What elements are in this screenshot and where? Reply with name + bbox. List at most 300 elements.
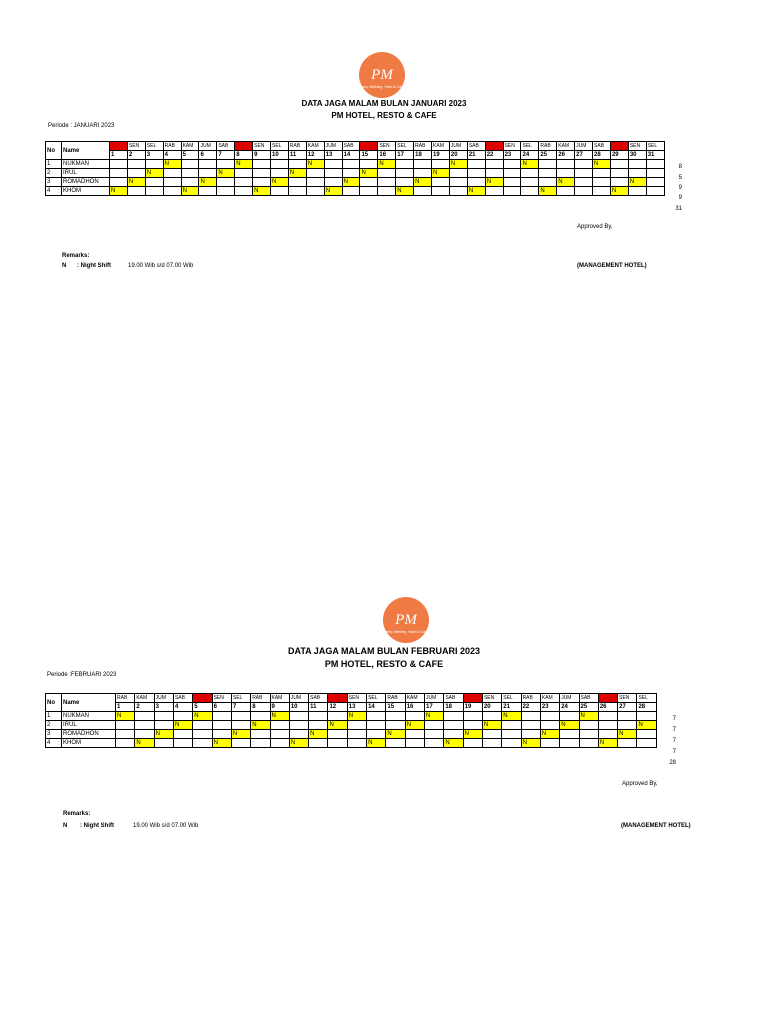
empty-cell xyxy=(467,160,485,169)
night-shift-cell: N xyxy=(212,739,231,748)
empty-cell xyxy=(593,169,611,178)
empty-cell xyxy=(444,721,463,730)
date-cell: 26 xyxy=(598,703,617,712)
night-shift-cell: N xyxy=(253,187,271,196)
date-cell: 25 xyxy=(579,703,598,712)
empty-cell xyxy=(432,160,450,169)
empty-cell xyxy=(271,187,289,196)
date-cell: 26 xyxy=(557,151,575,160)
row-total: 9 xyxy=(678,185,682,191)
staff-name: IRUL xyxy=(62,169,110,178)
empty-cell xyxy=(270,721,289,730)
night-shift-cell: N xyxy=(271,178,289,187)
day-name-cell: KAM xyxy=(405,694,424,703)
hotel-logo-icon: PM Party, Meeting, Hotel & Cafe xyxy=(359,52,405,98)
empty-cell xyxy=(306,178,324,187)
date-cell: 16 xyxy=(378,151,396,160)
night-shift-cell: N xyxy=(405,721,424,730)
empty-cell xyxy=(231,721,250,730)
empty-cell xyxy=(646,169,664,178)
empty-cell xyxy=(444,712,463,721)
date-cell: 12 xyxy=(328,703,347,712)
date-cell: 1 xyxy=(116,703,135,712)
night-shift-cell: N xyxy=(539,187,557,196)
empty-cell xyxy=(540,721,559,730)
empty-cell xyxy=(173,730,192,739)
day-name-cell: SEL xyxy=(637,694,657,703)
date-cell: 11 xyxy=(309,703,328,712)
empty-cell xyxy=(637,712,657,721)
date-cell: 25 xyxy=(539,151,557,160)
date-cell: 13 xyxy=(324,151,342,160)
empty-cell xyxy=(557,187,575,196)
day-name-cell: RAB xyxy=(288,142,306,151)
day-name-cell: SAB xyxy=(444,694,463,703)
night-shift-cell: N xyxy=(181,187,199,196)
empty-cell xyxy=(593,187,611,196)
empty-cell xyxy=(482,730,501,739)
empty-cell xyxy=(579,739,598,748)
night-shift-cell: N xyxy=(251,721,270,730)
empty-cell xyxy=(127,169,145,178)
staff-no: 4 xyxy=(46,187,62,196)
empty-cell xyxy=(288,160,306,169)
date-cell: 5 xyxy=(181,151,199,160)
night-shift-table xyxy=(45,693,657,748)
date-cell: 28 xyxy=(593,151,611,160)
date-cell: 9 xyxy=(270,703,289,712)
empty-cell xyxy=(270,730,289,739)
day-name-cell: SEL xyxy=(231,694,250,703)
table-row xyxy=(46,187,665,196)
empty-cell xyxy=(610,178,628,187)
remarks-label: Remarks: xyxy=(63,811,91,817)
staff-no: 1 xyxy=(46,160,62,169)
night-shift-cell: N xyxy=(637,721,657,730)
night-shift-cell: N xyxy=(127,178,145,187)
date-cell: 10 xyxy=(271,151,289,160)
empty-cell xyxy=(540,712,559,721)
empty-cell xyxy=(467,178,485,187)
empty-cell xyxy=(145,160,163,169)
empty-cell xyxy=(199,187,217,196)
empty-cell xyxy=(181,178,199,187)
empty-cell xyxy=(482,712,501,721)
day-name-cell: SEL xyxy=(521,142,539,151)
empty-cell xyxy=(503,160,521,169)
empty-cell xyxy=(288,187,306,196)
night-shift-cell: N xyxy=(173,721,192,730)
night-shift-cell: N xyxy=(306,160,324,169)
day-name-cell: JUM xyxy=(289,694,308,703)
night-shift-cell: N xyxy=(618,730,637,739)
night-shift-cell: N xyxy=(386,730,405,739)
date-cell: 29 xyxy=(610,151,628,160)
table-row xyxy=(46,721,657,730)
empty-cell xyxy=(324,160,342,169)
empty-cell xyxy=(154,721,173,730)
empty-cell xyxy=(467,169,485,178)
date-cell: 4 xyxy=(173,703,192,712)
management-signature: (MANAGEMENT HOTEL) xyxy=(577,263,647,269)
day-name-cell: JUM xyxy=(425,694,444,703)
empty-cell xyxy=(593,178,611,187)
night-shift-cell: N xyxy=(154,730,173,739)
staff-no: 3 xyxy=(46,178,62,187)
date-cell: 4 xyxy=(163,151,181,160)
empty-cell xyxy=(539,160,557,169)
empty-cell xyxy=(181,160,199,169)
day-name-row xyxy=(46,694,657,703)
empty-cell xyxy=(110,169,128,178)
night-shift-cell: N xyxy=(342,178,360,187)
empty-cell xyxy=(521,721,540,730)
empty-cell xyxy=(598,721,617,730)
empty-cell xyxy=(463,712,482,721)
empty-cell xyxy=(135,730,154,739)
empty-cell xyxy=(425,730,444,739)
empty-cell xyxy=(575,169,593,178)
sheet-subtitle: PM HOTEL, RESTO & CAFE xyxy=(331,111,437,120)
empty-cell xyxy=(342,187,360,196)
date-cell: 24 xyxy=(521,151,539,160)
empty-cell xyxy=(116,739,135,748)
empty-cell xyxy=(342,169,360,178)
empty-cell xyxy=(235,169,253,178)
date-cell: 23 xyxy=(540,703,559,712)
night-shift-cell: N xyxy=(135,739,154,748)
empty-cell xyxy=(306,169,324,178)
period-label: Periode : JANUARI 2023 xyxy=(48,123,115,129)
empty-cell xyxy=(485,160,503,169)
empty-cell xyxy=(116,730,135,739)
date-cell: 1 xyxy=(110,151,128,160)
empty-cell xyxy=(449,169,467,178)
day-name-row xyxy=(46,142,665,151)
day-name-cell: SEL xyxy=(396,142,414,151)
table-row xyxy=(46,739,657,748)
date-cell: 21 xyxy=(467,151,485,160)
day-name-cell: SEN xyxy=(628,142,646,151)
empty-cell xyxy=(405,712,424,721)
empty-cell xyxy=(637,730,657,739)
empty-cell xyxy=(145,178,163,187)
empty-cell xyxy=(217,187,235,196)
day-name-cell: SEL xyxy=(271,142,289,151)
night-shift-cell: N xyxy=(231,730,250,739)
empty-cell xyxy=(347,730,366,739)
empty-cell xyxy=(618,712,637,721)
empty-cell xyxy=(154,712,173,721)
empty-cell xyxy=(560,730,579,739)
empty-cell xyxy=(289,712,308,721)
empty-cell xyxy=(405,730,424,739)
date-cell: 17 xyxy=(396,151,414,160)
empty-cell xyxy=(217,160,235,169)
empty-cell xyxy=(449,178,467,187)
empty-cell xyxy=(199,169,217,178)
empty-cell xyxy=(646,178,664,187)
date-cell: 19 xyxy=(463,703,482,712)
empty-cell xyxy=(503,187,521,196)
empty-cell xyxy=(251,739,270,748)
day-name-cell: SEN xyxy=(503,142,521,151)
date-cell: 18 xyxy=(444,703,463,712)
empty-cell xyxy=(637,739,657,748)
day-name-cell: MING xyxy=(610,142,628,151)
empty-cell xyxy=(342,160,360,169)
night-shift-cell: N xyxy=(521,739,540,748)
empty-cell xyxy=(347,739,366,748)
night-shift-cell: N xyxy=(288,169,306,178)
empty-cell xyxy=(575,178,593,187)
empty-cell xyxy=(231,739,250,748)
day-name-cell: MING xyxy=(463,694,482,703)
day-name-cell: SEN xyxy=(127,142,145,151)
empty-cell xyxy=(485,169,503,178)
night-shift-cell: N xyxy=(199,178,217,187)
empty-cell xyxy=(628,169,646,178)
empty-cell xyxy=(579,730,598,739)
empty-cell xyxy=(425,739,444,748)
table-row xyxy=(46,160,665,169)
empty-cell xyxy=(253,160,271,169)
row-total: 7 xyxy=(672,738,676,744)
night-shift-cell: N xyxy=(193,712,212,721)
day-name-cell: MING xyxy=(235,142,253,151)
day-name-cell: KAM xyxy=(540,694,559,703)
day-name-cell: SEN xyxy=(347,694,366,703)
empty-cell xyxy=(328,730,347,739)
night-shift-cell: N xyxy=(579,712,598,721)
date-cell: 31 xyxy=(646,151,664,160)
day-name-cell: SAB xyxy=(309,694,328,703)
date-cell: 19 xyxy=(432,151,450,160)
night-shift-cell: N xyxy=(289,739,308,748)
date-cell: 13 xyxy=(347,703,366,712)
day-name-cell: MING xyxy=(485,142,503,151)
empty-cell xyxy=(110,178,128,187)
empty-cell xyxy=(289,721,308,730)
staff-name: NUKMAN xyxy=(62,160,110,169)
empty-cell xyxy=(575,160,593,169)
date-cell: 2 xyxy=(127,151,145,160)
empty-cell xyxy=(557,169,575,178)
empty-cell xyxy=(288,178,306,187)
empty-cell xyxy=(444,730,463,739)
empty-cell xyxy=(163,169,181,178)
empty-cell xyxy=(386,712,405,721)
date-cell: 20 xyxy=(449,151,467,160)
empty-cell xyxy=(521,730,540,739)
empty-cell xyxy=(503,178,521,187)
row-total: 5 xyxy=(678,175,682,181)
date-cell: 7 xyxy=(217,151,235,160)
night-shift-cell: N xyxy=(328,721,347,730)
header-no: No xyxy=(46,142,62,160)
empty-cell xyxy=(557,160,575,169)
empty-cell xyxy=(110,160,128,169)
date-cell: 8 xyxy=(251,703,270,712)
empty-cell xyxy=(485,187,503,196)
empty-cell xyxy=(127,160,145,169)
empty-cell xyxy=(199,160,217,169)
date-cell: 28 xyxy=(637,703,657,712)
empty-cell xyxy=(521,187,539,196)
empty-cell xyxy=(367,730,386,739)
date-cell: 3 xyxy=(145,151,163,160)
empty-cell xyxy=(116,721,135,730)
empty-cell xyxy=(217,178,235,187)
day-name-cell: RAB xyxy=(116,694,135,703)
row-total: 7 xyxy=(672,727,676,733)
empty-cell xyxy=(646,187,664,196)
day-name-cell: MING xyxy=(110,142,128,151)
empty-cell xyxy=(610,169,628,178)
night-shift-cell: N xyxy=(347,712,366,721)
header-name: Name xyxy=(62,694,116,712)
empty-cell xyxy=(212,712,231,721)
table-row xyxy=(46,169,665,178)
night-shift-cell: N xyxy=(432,169,450,178)
empty-cell xyxy=(463,721,482,730)
empty-cell xyxy=(378,169,396,178)
empty-cell xyxy=(560,712,579,721)
sheet-subtitle: PM HOTEL, RESTO & CAFE xyxy=(324,659,444,669)
table-row xyxy=(46,178,665,187)
day-name-cell: JUM xyxy=(324,142,342,151)
empty-cell xyxy=(396,178,414,187)
day-name-cell: SEN xyxy=(378,142,396,151)
empty-cell xyxy=(618,721,637,730)
date-cell: 11 xyxy=(288,151,306,160)
staff-no: 1 xyxy=(46,712,62,721)
hotel-logo-icon: PM Party, Meeting, Hotel & Cafe xyxy=(383,597,429,643)
date-cell: 24 xyxy=(560,703,579,712)
empty-cell xyxy=(386,739,405,748)
period-label: Periode :FEBRUARI 2023 xyxy=(47,672,117,678)
empty-cell xyxy=(235,178,253,187)
date-row xyxy=(46,703,657,712)
row-total: 7 xyxy=(672,749,676,755)
empty-cell xyxy=(521,712,540,721)
date-cell: 18 xyxy=(414,151,432,160)
empty-cell xyxy=(163,178,181,187)
day-name-cell: KAM xyxy=(306,142,324,151)
night-shift-cell: N xyxy=(463,730,482,739)
date-row xyxy=(46,151,665,160)
night-shift-table xyxy=(45,141,665,196)
day-name-cell: SEN xyxy=(482,694,501,703)
day-name-cell: MING xyxy=(598,694,617,703)
approved-by-label: Approved By, xyxy=(577,224,613,230)
staff-no: 2 xyxy=(46,169,62,178)
remark-time: 19.00 Wib s/d 07.00 Wib xyxy=(133,823,199,829)
staff-name: ROMADHON xyxy=(62,178,110,187)
empty-cell xyxy=(253,178,271,187)
staff-name: ROMADHON xyxy=(62,730,116,739)
day-name-cell: JUM xyxy=(199,142,217,151)
day-name-cell: KAM xyxy=(135,694,154,703)
empty-cell xyxy=(502,721,521,730)
date-cell: 2 xyxy=(135,703,154,712)
empty-cell xyxy=(414,187,432,196)
day-name-cell: RAB xyxy=(414,142,432,151)
remark-code: N xyxy=(62,263,67,269)
staff-name: NUKMAN xyxy=(62,712,116,721)
date-cell: 16 xyxy=(405,703,424,712)
day-name-cell: MING xyxy=(328,694,347,703)
empty-cell xyxy=(482,739,501,748)
empty-cell xyxy=(271,169,289,178)
table-row xyxy=(46,712,657,721)
day-name-cell: SEL xyxy=(646,142,664,151)
empty-cell xyxy=(306,187,324,196)
date-cell: 6 xyxy=(212,703,231,712)
night-shift-cell: N xyxy=(485,178,503,187)
empty-cell xyxy=(386,721,405,730)
night-shift-cell: N xyxy=(396,187,414,196)
empty-cell xyxy=(425,721,444,730)
day-name-cell: SEN xyxy=(212,694,231,703)
empty-cell xyxy=(309,721,328,730)
empty-cell xyxy=(173,712,192,721)
day-name-cell: SEL xyxy=(367,694,386,703)
day-name-cell: SEN xyxy=(253,142,271,151)
remark-desc: : Night Shift xyxy=(77,263,111,269)
night-shift-cell: N xyxy=(610,187,628,196)
night-shift-cell: N xyxy=(414,178,432,187)
empty-cell xyxy=(235,187,253,196)
staff-no: 2 xyxy=(46,721,62,730)
night-shift-cell: N xyxy=(110,187,128,196)
sheet-title: DATA JAGA MALAM BULAN JANUARI 2023 xyxy=(301,99,467,108)
empty-cell xyxy=(628,160,646,169)
empty-cell xyxy=(193,730,212,739)
night-shift-cell: N xyxy=(502,712,521,721)
empty-cell xyxy=(360,160,378,169)
empty-cell xyxy=(324,178,342,187)
day-name-cell: SEL xyxy=(502,694,521,703)
empty-cell xyxy=(463,739,482,748)
night-shift-cell: N xyxy=(217,169,235,178)
empty-cell xyxy=(521,169,539,178)
empty-cell xyxy=(610,160,628,169)
approved-by-label: Approved By, xyxy=(622,781,658,787)
sheet-title: DATA JAGA MALAM BULAN FEBRUARI 2023 xyxy=(287,646,480,656)
empty-cell xyxy=(396,160,414,169)
date-cell: 17 xyxy=(425,703,444,712)
day-name-cell: KAM xyxy=(557,142,575,151)
empty-cell xyxy=(432,187,450,196)
date-cell: 3 xyxy=(154,703,173,712)
day-name-cell: SAB xyxy=(579,694,598,703)
night-shift-cell: N xyxy=(598,739,617,748)
day-name-cell: RAB xyxy=(251,694,270,703)
empty-cell xyxy=(328,712,347,721)
empty-cell xyxy=(502,730,521,739)
empty-cell xyxy=(449,187,467,196)
night-shift-cell: N xyxy=(557,178,575,187)
empty-cell xyxy=(309,712,328,721)
night-shift-cell: N xyxy=(235,160,253,169)
date-cell: 7 xyxy=(231,703,250,712)
day-name-cell: KAM xyxy=(432,142,450,151)
empty-cell xyxy=(521,178,539,187)
date-cell: 27 xyxy=(618,703,637,712)
row-total: 7 xyxy=(672,716,676,722)
date-cell: 22 xyxy=(485,151,503,160)
